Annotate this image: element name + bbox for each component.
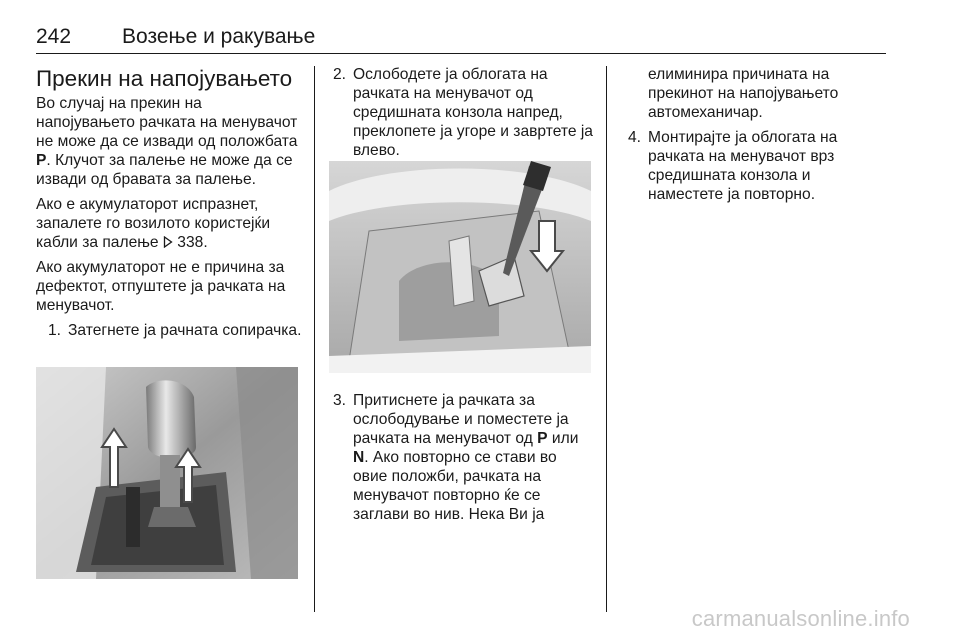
column-right (624, 65, 888, 210)
step-2-text: Ослободете ја облогата на рачката на менувачот од средишната конзола напред, преклопете ја угоре и завртете ја влево. (353, 66, 593, 159)
p1-text-b: . Клучот за палење не може да се извади од бравата за палење. (36, 152, 293, 188)
header-rule (36, 53, 886, 54)
watermark: carmanualsonline.info (691, 606, 910, 631)
section-title: Прекин на напојувањето (36, 66, 293, 91)
step-2 (329, 65, 593, 160)
step-3-bold-n: N (353, 449, 365, 466)
p1-text-a: Во случај на прекин на напојувањето рачката на менувачот не може да се извади од положбата (36, 95, 298, 150)
step-3-continued (624, 65, 888, 122)
step-1 (44, 321, 302, 340)
step-4-number: 4. (628, 129, 642, 146)
paragraph-power-failure (36, 94, 302, 189)
figure-release-lever (329, 161, 591, 373)
step-3-number: 3. (333, 392, 347, 409)
step-1-text: Затегнете ја рачната сопирачка. (68, 322, 302, 339)
page-number: 242 (36, 25, 72, 48)
p1-bold-p: P (36, 152, 47, 169)
step-2-number: 2. (333, 66, 347, 83)
column-left (36, 65, 302, 346)
step-1-number: 1. (48, 322, 62, 339)
release-lever-illustration (329, 161, 591, 373)
page-reference-link[interactable]: 338 (177, 234, 204, 251)
column-divider-1 (314, 66, 315, 612)
p2-text-a: Ако е акумулаторот испразнет, запалете го возилото користејќи кабли за палење (36, 196, 271, 251)
column-middle-lower (329, 391, 593, 530)
figure-gear-lever (36, 367, 298, 579)
column-middle (329, 65, 593, 166)
step-3-text-c: . Ако повторно се стави во овие положби, рачката на менувачот повторно ќе се заглави во нив. Нека Ви ја (353, 449, 557, 523)
running-title: Возење и ракување (122, 25, 316, 48)
step-4 (624, 128, 888, 204)
step-4-text: Монтирајте ја облогата на рачката на менувачот врз средишната конзола и наместете ја повторно. (648, 129, 838, 203)
step-3-bold-p: P (537, 430, 548, 447)
step-3-continued-text: елиминира причината на прекинот на напојувањето автомеханичар. (648, 66, 839, 121)
page-header (36, 24, 886, 52)
paragraph-battery (36, 195, 302, 252)
page-reference-icon (163, 236, 173, 248)
step-3-text-b: или (547, 430, 579, 447)
step-3-text-a: Притиснете ја рачката за ослободување и поместете ја рачката на менувачот од (353, 392, 569, 447)
p2-text-b: . (203, 234, 208, 251)
gear-lever-illustration (36, 367, 298, 579)
step-3 (329, 391, 593, 524)
paragraph-release: Ако акумулаторот не е причина за дефектот, отпуштете ја рачката на менувачот. (36, 259, 286, 314)
column-divider-2 (606, 66, 607, 612)
